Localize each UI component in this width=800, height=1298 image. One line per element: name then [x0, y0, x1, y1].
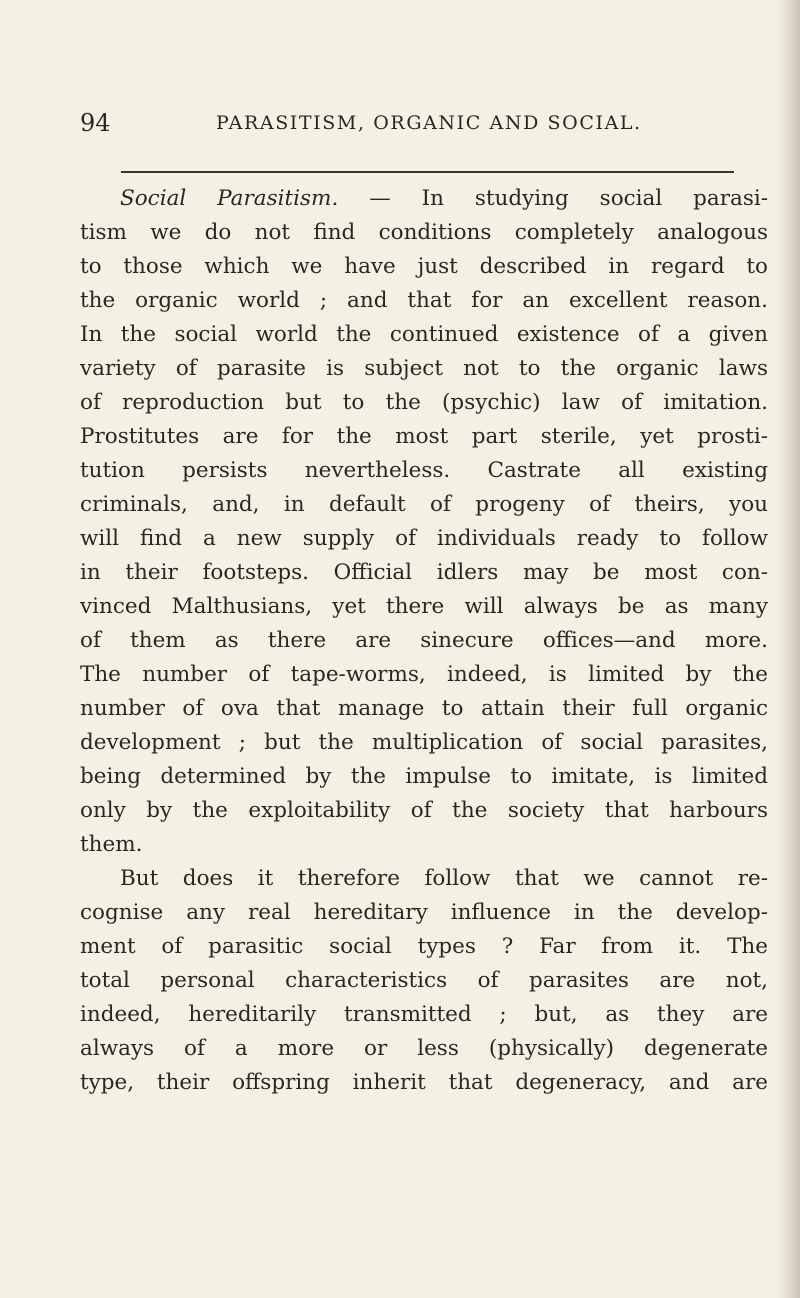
section-title: Social Parasitism. — [120, 186, 339, 211]
text-line: them. — [80, 832, 143, 857]
text-line: vinced Malthusians, yet there will always be as many — [80, 594, 768, 619]
text-line: the organic world ; and that for an excellent reason. — [80, 288, 768, 313]
text-line: tution persists nevertheless. Castrate all existing — [80, 458, 768, 483]
text-line: number of ova that manage to attain their full organic — [80, 696, 768, 721]
running-head: PARASITISM, ORGANIC AND SOCIAL. — [216, 112, 642, 134]
text-line: always of a more or less (physically) degenerate — [80, 1036, 768, 1061]
text-line: in their footsteps. Official idlers may be most con- — [80, 560, 768, 585]
text-line: ment of parasitic social types ? Far from it. The — [80, 934, 768, 959]
text-line-content: — In studying social parasi- — [338, 186, 769, 211]
text-line: to those which we have just described in regard to — [80, 254, 768, 279]
text-line: Prostitutes are for the most part sterile, yet prosti- — [80, 424, 768, 449]
text-line: being determined by the impulse to imitate, is limited — [80, 764, 768, 789]
text-line: criminals, and, in default of progeny of theirs, you — [80, 492, 768, 517]
text-line: In the social world the continued existence of a given — [80, 322, 768, 347]
page-number: 94 — [80, 109, 111, 137]
text-line: development ; but the multiplication of social parasites, — [80, 730, 768, 755]
text-line: indeed, hereditarily transmitted ; but, as they are — [80, 1002, 768, 1027]
text-line: But does it therefore follow that we cannot re- — [120, 866, 768, 891]
page-edge-shadow — [778, 0, 800, 1298]
text-line: total personal characteristics of parasites are not, — [80, 968, 768, 993]
text-line: will find a new supply of individuals ready to follow — [80, 526, 768, 551]
text-line — [80, 182, 768, 216]
text-line: of them as there are sinecure offices—and more. — [80, 628, 768, 653]
body-text — [80, 182, 768, 1100]
page-header — [80, 106, 760, 140]
text-line: tism we do not find conditions completely analogous — [80, 220, 768, 245]
text-line: only by the exploitability of the society that harbours — [80, 798, 768, 823]
text-line: of reproduction but to the (psychic) law of imitation. — [80, 390, 768, 415]
text-line: variety of parasite is subject not to the organic laws — [80, 356, 768, 381]
text-line: type, their offspring inherit that degeneracy, and are — [80, 1070, 768, 1095]
text-line: The number of tape-worms, indeed, is limited by the — [80, 662, 768, 687]
header-rule — [121, 171, 734, 173]
text-line: cognise any real hereditary influence in the develop- — [80, 900, 768, 925]
